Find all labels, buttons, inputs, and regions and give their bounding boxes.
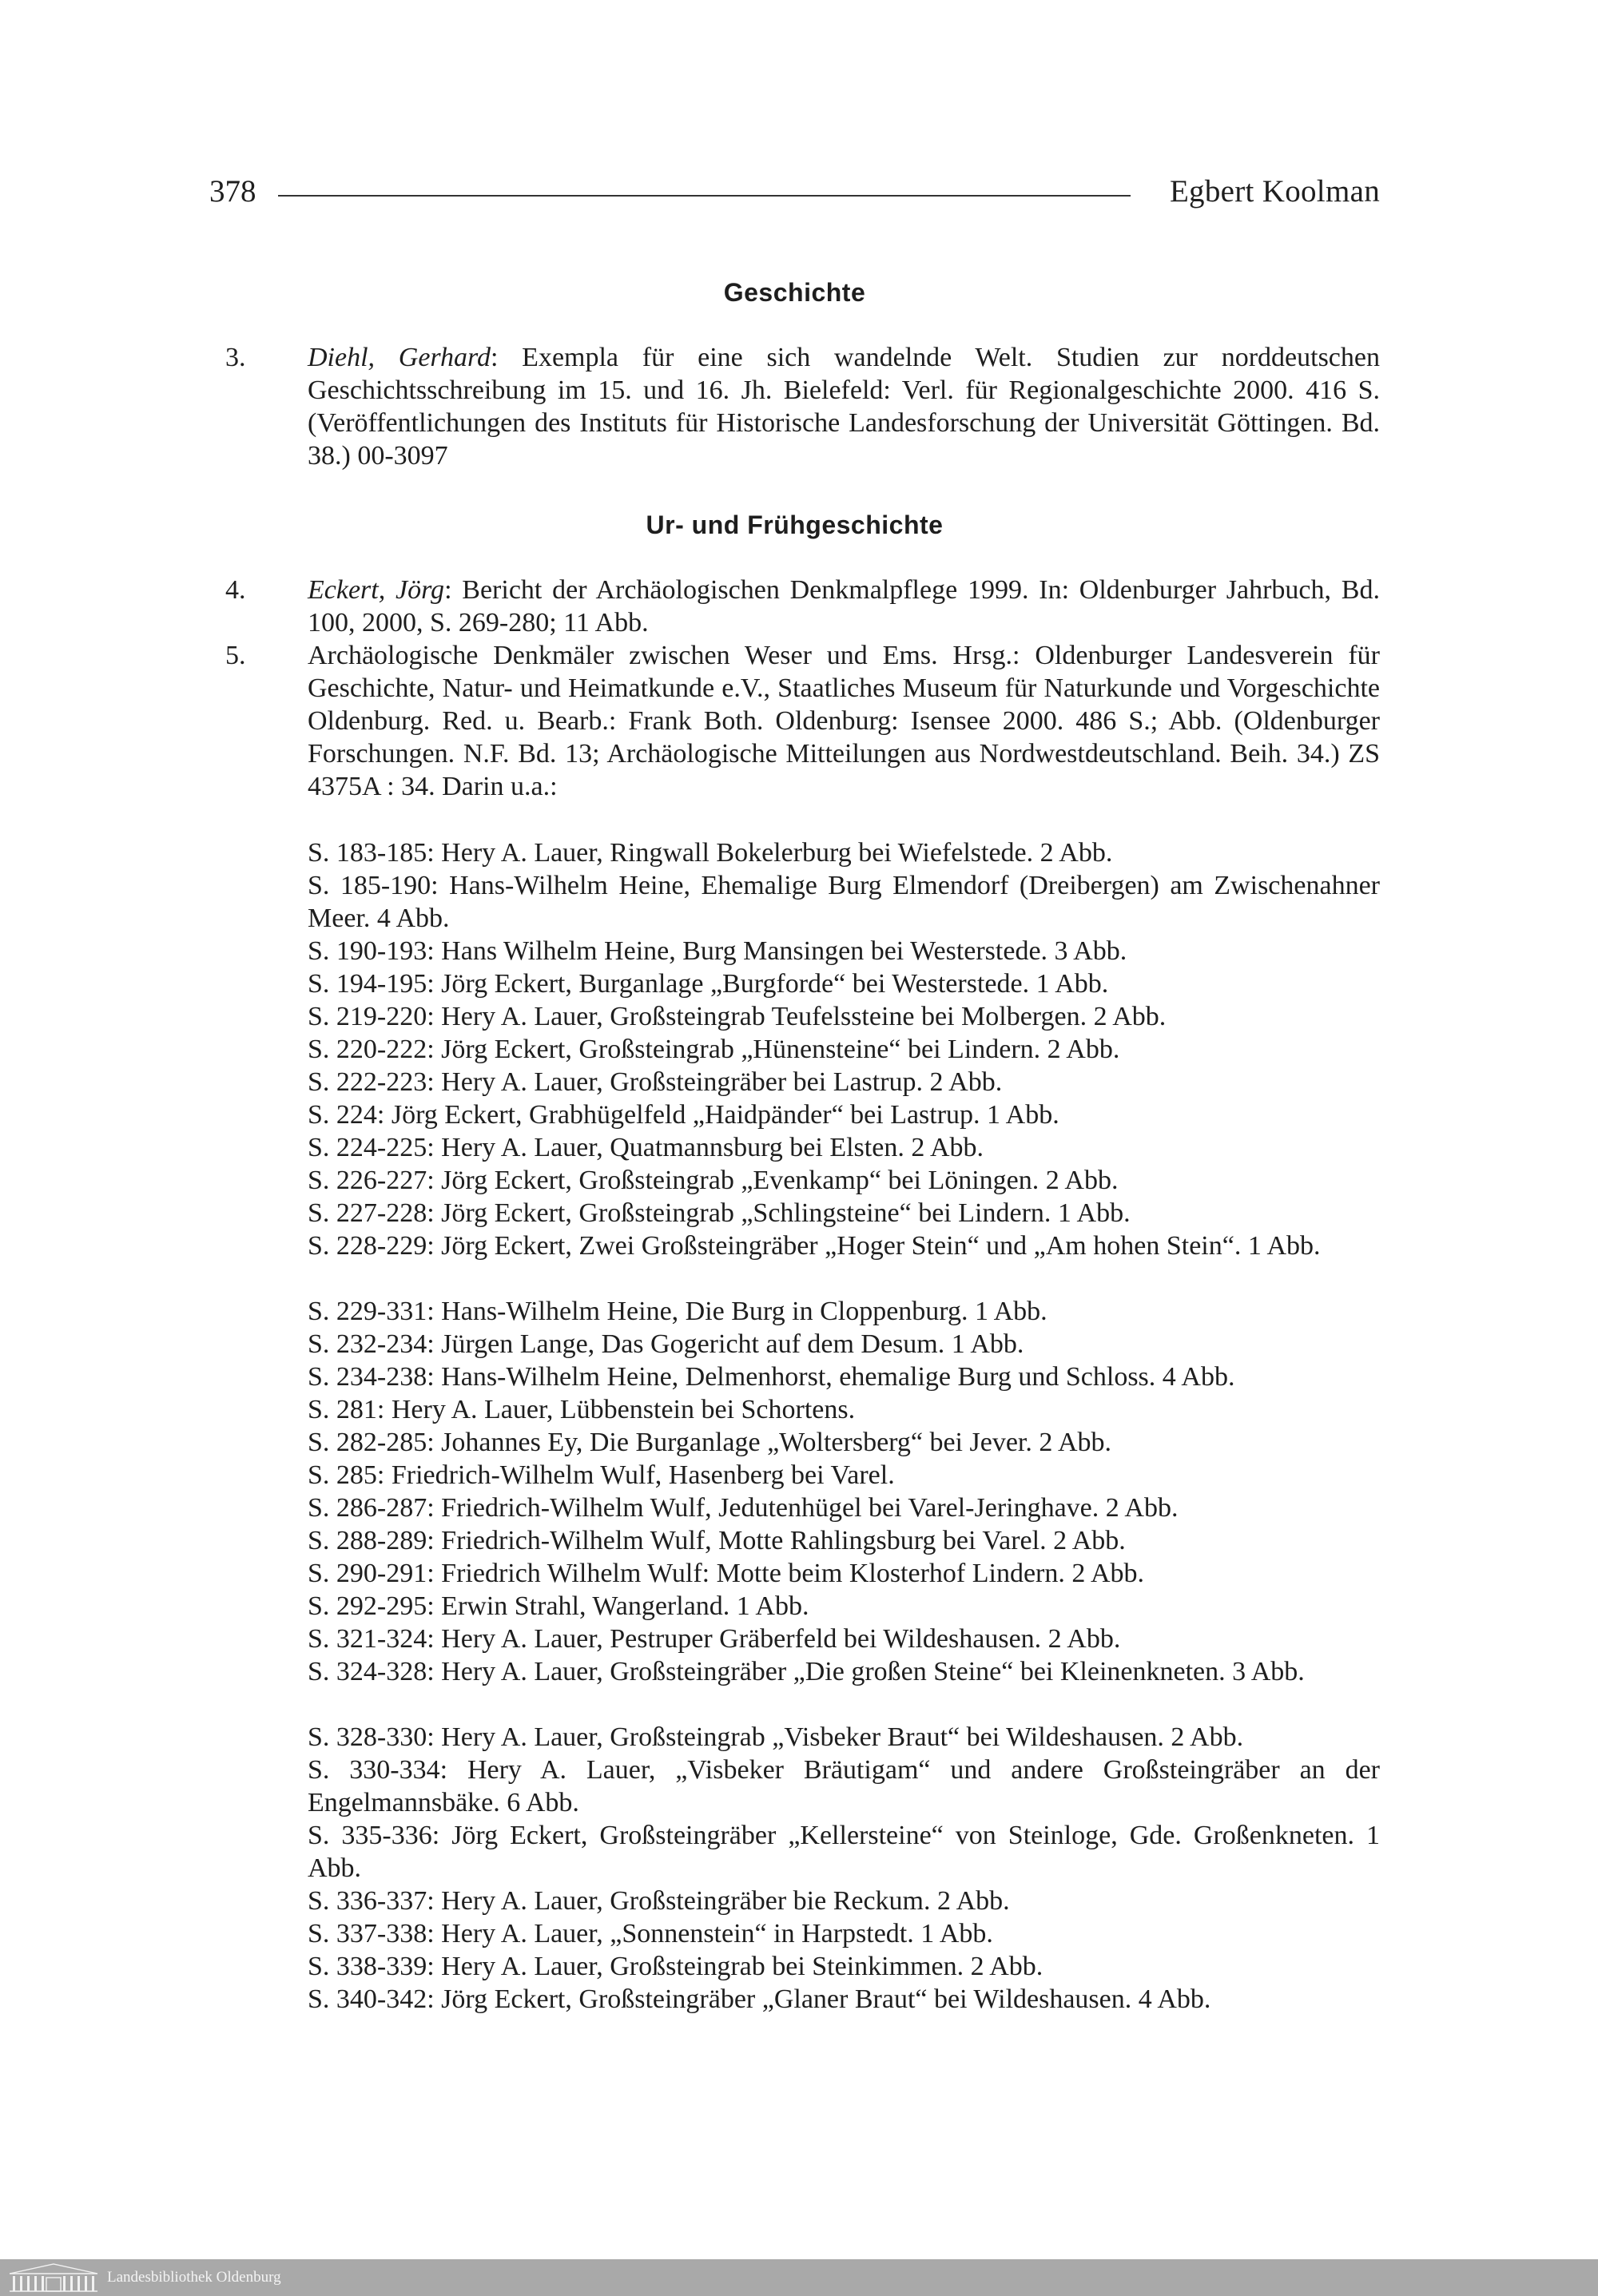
contents-line: S. 328-330: Hery A. Lauer, Großsteingrab „Visbeker Braut“ bei Wildeshausen. 2 Abb. xyxy=(308,1722,1244,1752)
contents-line: S. 220-222: Jörg Eckert, Großsteingrab „Hünensteine“ bei Lindern. 2 Abb. xyxy=(308,1035,1120,1064)
entry-body: Archäologische Denkmäler zwischen Weser und Ems. Hrsg.: Oldenburger Landesverein für Geschichte, Natur- und Heimatkunde e.V., Staatliches Museum für Naturkunde und Vorgeschichte Oldenburg. Red. u. Bearb.: Frank Both. Oldenburg: Isensee 2000. 486 S.; Abb. (Oldenburger Forschungen. N.F. Bd. 13; Archäologische Mitteilungen aus Nordwestdeutschland. Beih. 34.) ZS 4375A : 34. Darin u.a.: xyxy=(308,641,1380,801)
entry-number: 5. xyxy=(225,641,246,670)
entry-text: : Bericht der Archäologischen Denkmalpflege 1999. In: Oldenburger Jahrbuch, Bd. 100, 2000, S. 269-280; 11 Abb. xyxy=(308,575,1380,638)
contents-line: S. 336-337: Hery A. Lauer, Großsteingräber bie Reckum. 2 Abb. xyxy=(308,1886,1010,1916)
contents-line: S. 286-287: Friedrich-Wilhelm Wulf, Jedutenhügel bei Varel-Jeringhave. 2 Abb. xyxy=(308,1493,1179,1523)
contents-line: S. 285: Friedrich-Wilhelm Wulf, Hasenberg bei Varel. xyxy=(308,1460,895,1490)
contents-line: S. 290-291: Friedrich Wilhelm Wulf: Motte beim Klosterhof Lindern. 2 Abb. xyxy=(308,1559,1145,1588)
contents-line: S. 232-234: Jürgen Lange, Das Gogericht auf dem Desum. 1 Abb. xyxy=(308,1329,1024,1359)
entry-author: Diehl, Gerhard xyxy=(308,343,491,372)
entry-body xyxy=(308,574,1380,639)
contents-line: S. 337-338: Hery A. Lauer, „Sonnenstein“ in Harpstedt. 1 Abb. xyxy=(308,1919,993,1948)
contents-line: S. 338-339: Hery A. Lauer, Großsteingrab bei Steinkimmen. 2 Abb. xyxy=(308,1952,1043,1981)
contents-line: S. 292-295: Erwin Strahl, Wangerland. 1 Abb. xyxy=(308,1591,809,1621)
running-header xyxy=(209,172,1380,212)
contents-line: S. 194-195: Jörg Eckert, Burganlage „Burgforde“ bei Westerstede. 1 Abb. xyxy=(308,969,1109,999)
page-number: 378 xyxy=(209,174,256,209)
library-building-icon xyxy=(6,2262,101,2294)
contents-line: S. 185-190: Hans-Wilhelm Heine, Ehemalige Burg Elmendorf (Dreibergen) am Zwischenahner Meer. 4 Abb. xyxy=(308,871,1380,933)
bibliography-entry xyxy=(209,574,1380,639)
contents-line: S. 190-193: Hans Wilhelm Heine, Burg Mansingen bei Westerstede. 3 Abb. xyxy=(308,936,1127,966)
contents-line: S. 227-228: Jörg Eckert, Großsteingrab „Schlingsteine“ bei Lindern. 1 Abb. xyxy=(308,1198,1131,1228)
entry-author: Eckert, Jörg xyxy=(308,575,445,605)
contents-line: S. 282-285: Johannes Ey, Die Burganlage „Woltersberg“ bei Jever. 2 Abb. xyxy=(308,1428,1112,1457)
entry-body xyxy=(308,341,1380,472)
running-header-author: Egbert Koolman xyxy=(1169,174,1380,209)
contents-line: S. 340-342: Jörg Eckert, Großsteingräber „Glaner Braut“ bei Wildeshausen. 4 Abb. xyxy=(308,1984,1211,2014)
contents-line: S. 288-289: Friedrich-Wilhelm Wulf, Motte Rahlingsburg bei Varel. 2 Abb. xyxy=(308,1526,1126,1555)
contents-line: S. 335-336: Jörg Eckert, Großsteingräber „Kellersteine“ von Steinloge, Gde. Großenkneten. 1 Abb. xyxy=(308,1821,1380,1883)
contents-line: S. 321-324: Hery A. Lauer, Pestruper Gräberfeld bei Wildeshausen. 2 Abb. xyxy=(308,1624,1121,1654)
header-rule xyxy=(278,195,1131,197)
contents-line: S. 226-227: Jörg Eckert, Großsteingrab „Evenkamp“ bei Löningen. 2 Abb. xyxy=(308,1166,1119,1195)
bibliography-entry xyxy=(209,341,1380,472)
contents-line: S. 228-229: Jörg Eckert, Zwei Großsteingräber „Hoger Stein“ und „Am hohen Stein“. 1 Abb. xyxy=(308,1231,1321,1261)
contents-line: S. 224-225: Hery A. Lauer, Quatmannsburg bei Elsten. 2 Abb. xyxy=(308,1133,984,1162)
contents-line: S. 222-223: Hery A. Lauer, Großsteingräber bei Lastrup. 2 Abb. xyxy=(308,1067,1003,1097)
contents-line: S. 324-328: Hery A. Lauer, Großsteingräber „Die großen Steine“ bei Kleinenkneten. 3 Abb. xyxy=(308,1657,1305,1686)
entry-number: 3. xyxy=(225,343,246,372)
contents-line: S. 219-220: Hery A. Lauer, Großsteingrab Teufelssteine bei Molbergen. 2 Abb. xyxy=(308,1002,1167,1031)
contents-line: S. 229-331: Hans-Wilhelm Heine, Die Burg in Cloppenburg. 1 Abb. xyxy=(308,1297,1047,1326)
library-name: Landesbibliothek Oldenburg xyxy=(107,2269,281,2286)
contents-line: S. 330-334: Hery A. Lauer, „Visbeker Bräutigam“ und andere Großsteingräber an der Engelmannsbäke. 6 Abb. xyxy=(308,1755,1380,1817)
section-heading-ur-und-fruehgeschichte: Ur- und Frühgeschichte xyxy=(646,510,944,539)
contents-line: S. 183-185: Hery A. Lauer, Ringwall Bokelerburg bei Wiefelstede. 2 Abb. xyxy=(308,838,1113,868)
contents-line: S. 224: Jörg Eckert, Grabhügelfeld „Haidpänder“ bei Lastrup. 1 Abb. xyxy=(308,1100,1059,1130)
contents-line: S. 234-238: Hans-Wilhelm Heine, Delmenhorst, ehemalige Burg und Schloss. 4 Abb. xyxy=(308,1362,1235,1392)
section-heading-geschichte: Geschichte xyxy=(723,278,866,307)
library-footer-bar xyxy=(0,2259,1598,2296)
entry-text: : Exempla für eine sich wandelnde Welt. Studien zur norddeutschen Geschichtsschreibung im 15. und 16. Jh. Bielefeld: Verl. für Regionalgeschichte 2000. 416 S. (Veröffentlichungen des Instituts für Historische Landesforschung der Universität Göttingen. Bd. 38.) 00-3097 xyxy=(308,343,1380,471)
bibliography-entry xyxy=(209,639,1380,803)
contents-line: S. 281: Hery A. Lauer, Lübbenstein bei Schortens. xyxy=(308,1395,856,1424)
entry-number: 4. xyxy=(225,575,246,605)
